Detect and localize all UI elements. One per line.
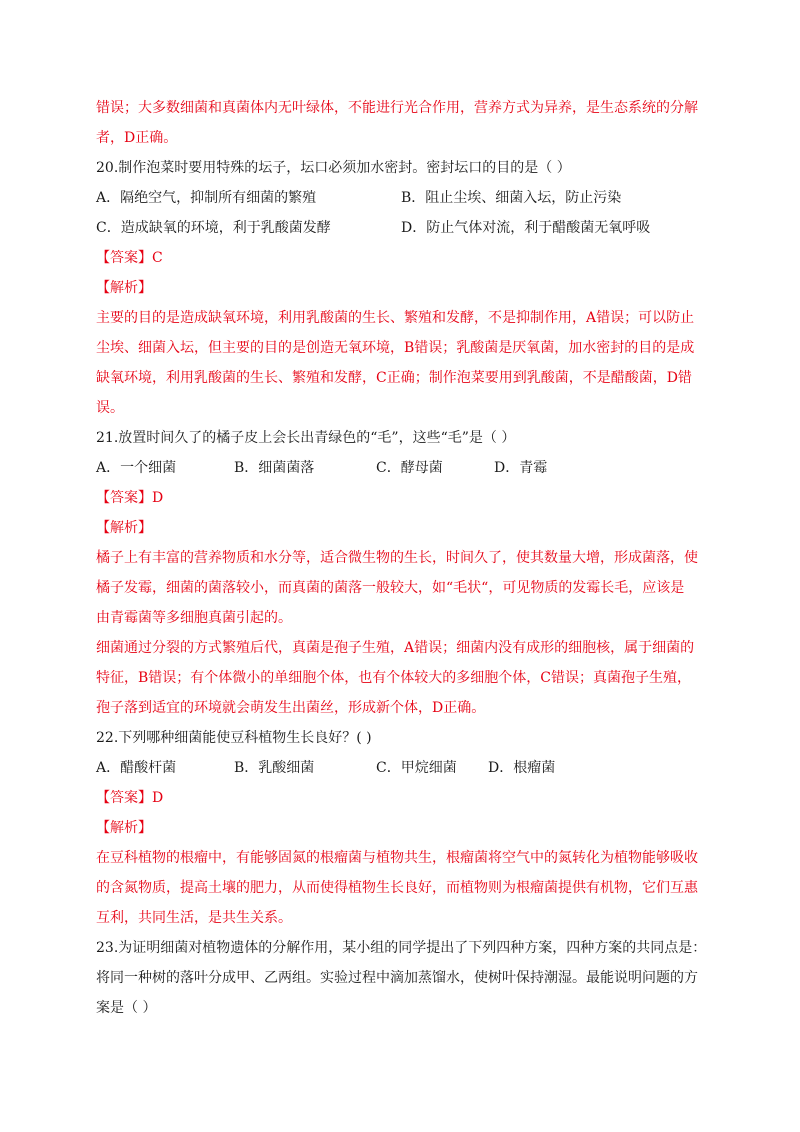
analysis-label: 【解析】 [96, 820, 152, 836]
question-stem: 20.制作泡菜时要用特殊的坛子，坛口必须加水密封。密封坛口的目的是（ ） [96, 160, 571, 176]
analysis-text [96, 303, 706, 423]
analysis-line: 在豆科植物的根瘤中，有能够固氮的根瘤菌与植物共生，根瘤菌将空气中的氮转化为植物能够吸收 [96, 850, 698, 866]
analysis-line: 尘埃、细菌入坛，但主要的目的是创造无氧环境，B错误；乳酸菌是厌氧菌，加水密封的目的是成 [96, 340, 695, 356]
question-23 [96, 933, 706, 1023]
option-b: B．乳酸细菌 [234, 760, 315, 776]
analysis-line: 孢子落到适宜的环境就会萌发生出菌丝，形成新个体，D正确。 [96, 700, 486, 716]
exam-page [96, 93, 706, 1023]
question-stem [96, 933, 706, 1023]
option-c: C．甲烷细菌 [376, 760, 457, 776]
answer-label: 【答案】C [96, 250, 163, 266]
option-a: A．隔绝空气，抑制所有细菌的繁殖 [96, 190, 317, 206]
option-c: C．造成缺氧的环境，利于乳酸菌发酵 [96, 220, 331, 236]
analysis-line: 由青霉菌等多细胞真菌引起的。 [96, 610, 292, 626]
option-a: A．一个细菌 [96, 460, 177, 476]
analysis-line: 互利，共同生活，是共生关系。 [96, 910, 292, 926]
question-22 [96, 723, 706, 933]
options-row [96, 453, 706, 483]
prev-explanation [96, 93, 706, 153]
options-row [96, 183, 706, 213]
analysis-text [96, 543, 706, 723]
analysis-line: 主要的目的是造成缺氧环境，利用乳酸菌的生长、繁殖和发酵，不是抑制作用，A错误；可以防止 [96, 310, 695, 326]
option-a: A．醋酸杆菌 [96, 760, 177, 776]
stem-line: 将同一种树的落叶分成甲、乙两组。实验过程中滴加蒸馏水，使树叶保持潮湿。最能说明问题的方 [96, 970, 698, 986]
analysis-text [96, 843, 706, 933]
explanation-line: 错误；大多数细菌和真菌体内无叶绿体，不能进行光合作用，营养方式为异养，是生态系统的分解 [96, 100, 698, 116]
option-d: D．防止气体对流，利于醋酸菌无氧呼吸 [401, 220, 651, 236]
question-stem: 21.放置时间久了的橘子皮上会长出青绿色的“毛”，这些“毛”是（ ） [96, 430, 516, 446]
explanation-line: 者，D正确。 [96, 130, 178, 146]
analysis-line: 细菌通过分裂的方式繁殖后代，真菌是孢子生殖，A错误；细菌内没有成形的细胞核，属于细菌的 [96, 640, 695, 656]
analysis-line: 特征，B错误；有个体微小的单细胞个体，也有个体较大的多细胞个体，C错误；真菌孢子生殖， [96, 670, 691, 686]
option-c: C．酵母菌 [376, 460, 443, 476]
option-b: B．细菌菌落 [234, 460, 315, 476]
option-d: D．根瘤菌 [488, 760, 556, 776]
question-20 [96, 153, 706, 423]
options-row [96, 753, 706, 783]
option-b: B．阻止尘埃、细菌入坛，防止污染 [401, 190, 622, 206]
stem-line: 案是（ ） [96, 1000, 157, 1016]
analysis-label: 【解析】 [96, 520, 152, 536]
analysis-line: 的含氮物质，提高土壤的肥力，从而使得植物生长良好，而植物则为根瘤菌提供有机物，它们互惠 [96, 880, 698, 896]
options-row [96, 213, 706, 243]
analysis-line: 误。 [96, 400, 124, 416]
analysis-line: 橘子发霉，细菌的菌落较小，而真菌的菌落一般较大，如“毛状“，可见物质的发霉长毛，应该是 [96, 580, 685, 596]
analysis-label: 【解析】 [96, 280, 152, 296]
answer-label: 【答案】D [96, 790, 164, 806]
question-stem: 22.下列哪种细菌能使豆科植物生长良好？( ) [96, 730, 372, 746]
stem-line: 23.为证明细菌对植物遗体的分解作用，某小组的同学提出了下列四种方案，四种方案的共同点是： [96, 940, 707, 956]
analysis-line: 缺氧环境，利用乳酸菌的生长、繁殖和发酵，C正确；制作泡菜要用到乳酸菌，不是醋酸菌，D错 [96, 370, 692, 386]
answer-label: 【答案】D [96, 490, 164, 506]
analysis-line: 橘子上有丰富的营养物质和水分等，适合微生物的生长，时间久了，使其数量大增，形成菌落，使 [96, 550, 698, 566]
question-21 [96, 423, 706, 723]
option-d: D．青霉 [494, 460, 548, 476]
